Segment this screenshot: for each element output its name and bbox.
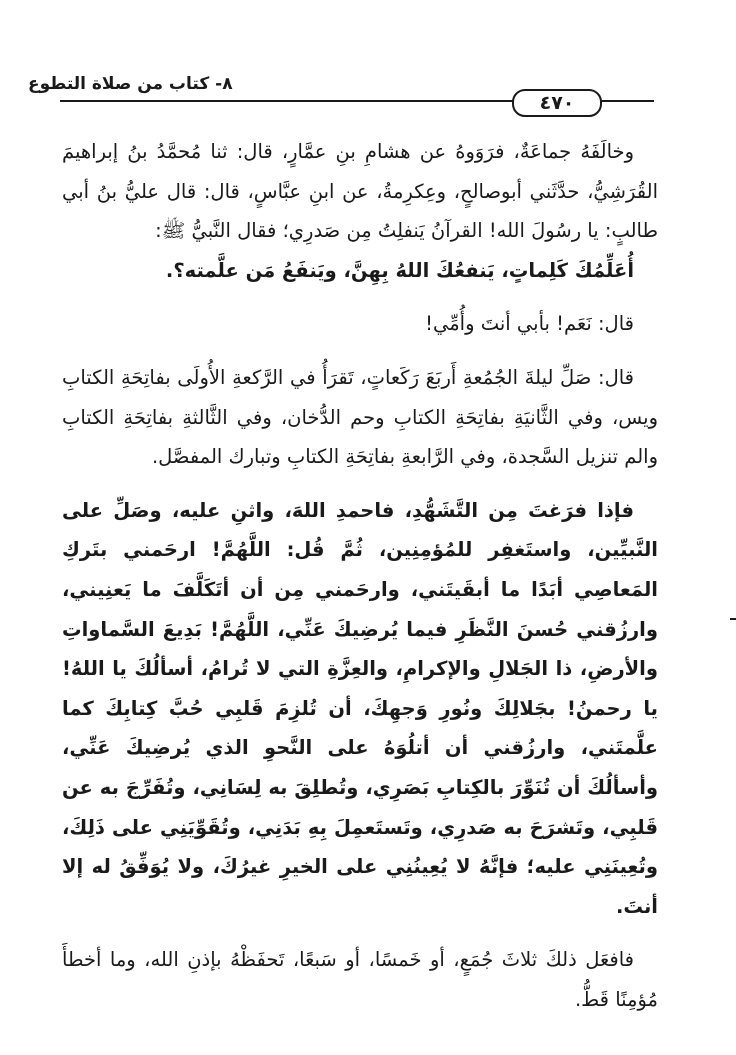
- paragraph-closing: فافعَل ذلكَ ثلاثَ جُمَعٍ، أو خَمسًا، أو سَبعًا، تَحفَظْهُ بإذنِ الله، وما أخطأَ مُؤمِنًا قَطُّ.: [62, 948, 658, 1011]
- paragraph-prophet-offer: أُعَلِّمُكَ كَلِماتٍ، يَنفعُكَ اللهُ بِهِنَّ، ويَنفَعُ مَن علَّمته؟.: [165, 258, 634, 282]
- page-number: ٤٧٠: [512, 89, 602, 117]
- paragraph-supplication: فإذا فرَغتَ مِن التَّشَهُّدِ، فاحمدِ اللهَ، واثنِ عليه، وصَلِّ على النَّبيِّين، واستَغفِر للمُؤمِنِين، ثُمَّ قُل: اللَّهُمَّ! ارحَمني بتَركِ المَعاصِي أبَدًا ما أبقَيتَني، وارحَمني مِن أن أتَكَلَّفَ ما يَعنِيني، وارزُقني حُسنَ النَّظَرِ فيما يُرضِيكَ عَنِّي، اللَّهُمَّ! بَدِيعَ السَّماواتِ والأرضِ، ذا الجَلالِ والإكرامِ، والعِزَّةِ التي لا تُرامُ، أسألُكَ يا اللهُ! يا رحمنُ! بجَلالِكَ ونُورِ وَجهِكَ، أن تُلزِمَ قَلبِي حُبَّ كِتابِكَ كما علَّمتَني، وارزُقني أن أتلُوَهُ على النَّحوِ الذي يُرضِيكَ عَنِّي، وأسألُكَ أن تُنَوِّرَ بالكِتابِ بَصَرِي، وتُطلِقَ به لِسَانِي، وتُفَرِّجَ به عن قَلبِي، وتَشرَحَ به صَدرِي، وتَستَعمِلَ بِهِ بَدَنِي، وتُقَوِّيَنِي على ذَلِكَ، وتُعِينَنِي عليه؛ فإنَّهُ لا يُعِينُنِي على الخيرِ غيرُكَ، ولا يُوَفِّقُ له إلا أنتَ.: [62, 498, 658, 918]
- chapter-title: ٨- كتاب من صلاة التطوع: [28, 74, 233, 94]
- page-body: [62, 132, 658, 1019]
- header-rule-left: [60, 100, 514, 102]
- margin-mark: [730, 618, 736, 620]
- paragraph-chain-of-narration: وخالَفَهُ جماعَةٌ، فرَوَوهُ عن هشامِ بنِ عمَّارٍ، قال: ثنا مُحمَّدُ بنُ إبراهيمَ القُرَشِيُّ، حدَّثَني أبوصالحٍ، وعِكرِمةُ، عن ابنِ عبَّاسٍ، قال: قال عليُّ بنُ أبي طالبٍ: يا رسُولَ الله! القرآنُ يَنفلِتُ مِن صَدرِي؛ فقال النَّبيُّ ﷺ:: [62, 140, 658, 243]
- header-rule-right: [596, 100, 654, 102]
- paragraph-prayer-instructions: قال: صَلِّ ليلةَ الجُمُعةِ أَربَعَ رَكَعاتٍ، تَقرَأُ في الرَّكعةِ الأُولَى بفاتِحَةِ الكتابِ ويس، وفي الثَّانيَةِ بفاتِحَةِ الكتابِ وحم الدُّخان، وفي الثَّالثةِ بفاتِحَةِ الكتابِ والم تنزيل السَّجدة، وفي الرَّابعةِ بفاتِحَةِ الكتابِ وتبارك المفصَّل.: [62, 365, 658, 469]
- paragraph-ali-reply: قال: نَعَم! بأبي أنتَ وأُمِّي!: [425, 312, 634, 336]
